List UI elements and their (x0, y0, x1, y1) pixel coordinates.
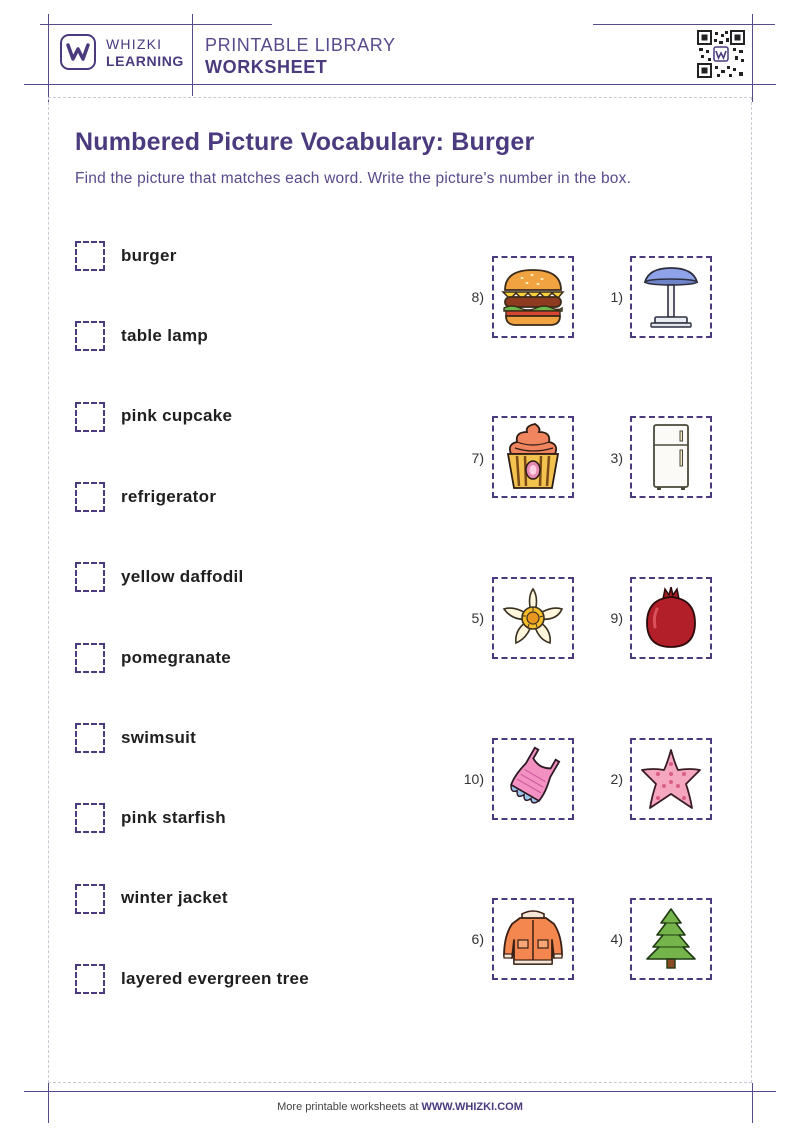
picture-box (630, 577, 712, 659)
answer-box-2[interactable] (75, 321, 105, 351)
word-8: pink starfish (121, 808, 226, 827)
table-lamp-icon (639, 264, 703, 330)
cupcake-icon (505, 422, 561, 492)
word-3: pink cupcake (121, 406, 233, 425)
word-2: table lamp (121, 326, 209, 345)
footer-text: More printable worksheets at (277, 1101, 422, 1113)
page-title: Numbered Picture Vocabulary: Burger (75, 128, 535, 156)
brand-name: WHIZKI (106, 36, 163, 52)
picture-box (630, 898, 712, 980)
footer (0, 1101, 800, 1113)
footer-rule (24, 1091, 776, 1092)
brand-subtitle: LEARNING (106, 53, 184, 69)
worksheet-label: WORKSHEET (205, 57, 328, 77)
picture-number: 10) (463, 771, 484, 787)
jacket-icon (500, 906, 566, 972)
picture-number: 9) (610, 610, 623, 626)
header-bottom-rule (24, 84, 776, 85)
picture-number: 1) (610, 289, 623, 305)
tree-icon (641, 905, 701, 973)
header-divider (192, 14, 193, 96)
footer-link[interactable]: WWW.WHIZKI.COM (421, 1101, 523, 1113)
answer-box-5[interactable] (75, 562, 105, 592)
word-4: refrigerator (121, 487, 217, 506)
picture-box (630, 416, 712, 498)
word-10: layered evergreen tree (121, 969, 310, 988)
printable-library-label: PRINTABLE LIBRARY (205, 35, 396, 55)
header-right-rule (752, 14, 753, 102)
header-top-rule-right (593, 24, 775, 25)
word-9: winter jacket (121, 888, 228, 907)
starfish-icon (638, 746, 704, 812)
answer-box-4[interactable] (75, 482, 105, 512)
daffodil-icon (500, 585, 566, 651)
pomegranate-icon (643, 585, 699, 651)
answer-box-10[interactable] (75, 964, 105, 994)
picture-box (630, 256, 712, 338)
header-left-rule (48, 14, 49, 102)
swimsuit-icon (499, 745, 567, 813)
answer-box-8[interactable] (75, 803, 105, 833)
picture-box (630, 738, 712, 820)
answer-box-1[interactable] (75, 241, 105, 271)
burger-icon (500, 266, 566, 328)
picture-number: 7) (471, 450, 484, 466)
picture-box (492, 738, 574, 820)
instructions: Find the picture that matches each word. Write the picture's number in the box. (75, 170, 632, 187)
picture-number: 5) (471, 610, 484, 626)
header-top-rule (40, 24, 272, 25)
picture-number: 3) (610, 450, 623, 466)
answer-box-7[interactable] (75, 723, 105, 753)
picture-number: 8) (471, 289, 484, 305)
whizki-logo (60, 34, 96, 70)
word-7: swimsuit (121, 728, 197, 747)
word-6: pomegranate (121, 648, 232, 667)
qr-code-icon[interactable] (697, 30, 745, 78)
picture-number: 2) (610, 771, 623, 787)
answer-box-3[interactable] (75, 402, 105, 432)
picture-number: 4) (610, 931, 623, 947)
answer-box-9[interactable] (75, 884, 105, 914)
picture-box (492, 256, 574, 338)
w-logo-icon (66, 42, 90, 62)
picture-box (492, 898, 574, 980)
answer-box-6[interactable] (75, 643, 105, 673)
picture-number: 6) (471, 931, 484, 947)
word-1: burger (121, 246, 177, 265)
refrigerator-icon (651, 423, 691, 491)
picture-box (492, 577, 574, 659)
word-5: yellow daffodil (121, 567, 244, 586)
picture-box (492, 416, 574, 498)
